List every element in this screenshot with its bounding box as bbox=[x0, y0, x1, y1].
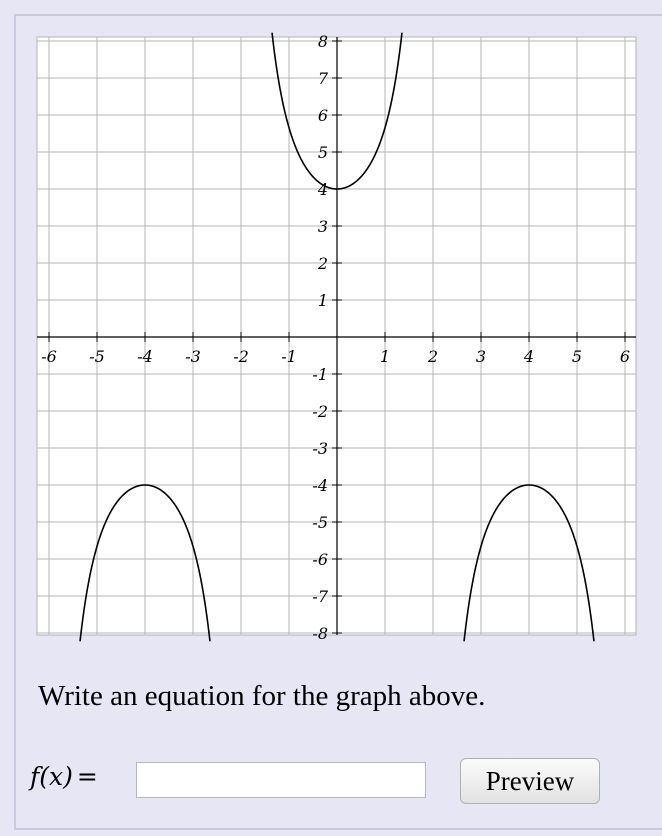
x-tick-label: -6 bbox=[41, 347, 57, 366]
y-tick-label: -3 bbox=[312, 439, 328, 458]
y-tick-label: 4 bbox=[317, 180, 328, 199]
y-tick-label: -1 bbox=[312, 365, 328, 384]
y-tick-label: 5 bbox=[317, 143, 328, 162]
answer-label bbox=[30, 762, 98, 791]
x-tick-label: 6 bbox=[619, 347, 631, 366]
y-tick-label: -2 bbox=[312, 402, 328, 421]
x-tick-label: -4 bbox=[137, 347, 153, 366]
y-tick-label: -7 bbox=[312, 587, 328, 606]
equals-sign: = bbox=[76, 762, 98, 791]
y-tick-label: 2 bbox=[317, 254, 328, 273]
y-tick-label: 6 bbox=[317, 106, 328, 125]
y-tick-label: -5 bbox=[312, 513, 328, 532]
y-tick-label: -6 bbox=[312, 550, 328, 569]
y-tick-label: 8 bbox=[317, 32, 328, 51]
y-tick-label: -4 bbox=[312, 476, 328, 495]
x-tick-label: 4 bbox=[523, 347, 535, 366]
y-tick-label: 7 bbox=[317, 69, 328, 88]
x-tick-label: -1 bbox=[281, 347, 297, 366]
x-tick-label: 5 bbox=[571, 347, 583, 366]
x-tick-label: -2 bbox=[233, 347, 249, 366]
x-tick-label: -5 bbox=[89, 347, 105, 366]
y-tick-label: -8 bbox=[312, 624, 328, 643]
question-text: Write an equation for the graph above. bbox=[38, 680, 486, 712]
fx-label-text: f(x) bbox=[30, 762, 73, 791]
x-tick-label: 1 bbox=[379, 347, 391, 366]
x-tick-label: 3 bbox=[475, 347, 487, 366]
panel-bottom-border bbox=[14, 828, 662, 830]
preview-button[interactable]: Preview bbox=[460, 758, 600, 804]
x-tick-label: 2 bbox=[427, 347, 439, 366]
answer-input[interactable] bbox=[136, 762, 426, 798]
y-tick-label: 1 bbox=[317, 291, 328, 310]
x-tick-label: -3 bbox=[185, 347, 201, 366]
y-tick-label: 3 bbox=[317, 217, 328, 236]
